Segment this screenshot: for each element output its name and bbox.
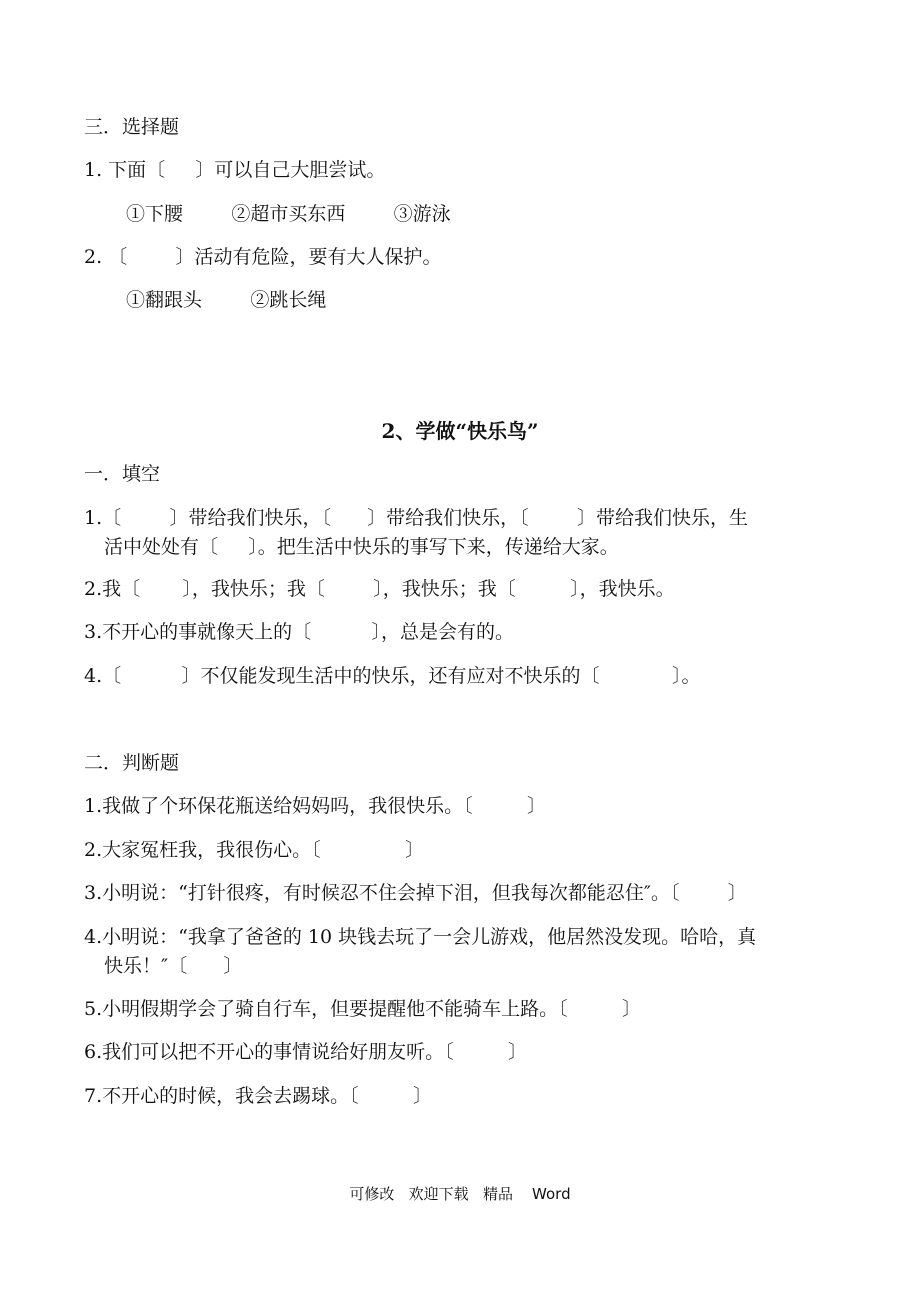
section-heading-choice: 三．选择题 <box>84 116 180 138</box>
judge-question-7: 7.不开心的时候，我会去踢球。〔 〕 <box>84 1085 432 1107</box>
judge-question-6: 6.我们可以把不开心的事情说给好朋友听。〔 〕 <box>84 1041 527 1063</box>
fill-question-1: 1.〔 〕带给我们快乐，〔 〕带给我们快乐，〔 〕带给我们快乐，生 <box>84 507 748 529</box>
lesson-title: 2、学做“快乐鸟” <box>381 419 539 443</box>
choice-question-2: 2. 〔 〕活动有危险，要有大人保护。 <box>84 246 442 268</box>
choice-question-2-options: ①翻跟头 ②跳长绳 <box>126 289 327 311</box>
fill-question-4: 4.〔 〕不仅能发现生活中的快乐，还有应对不快乐的〔 〕。 <box>84 665 701 687</box>
page-footer: 可修改 欢迎下载 精品 Word <box>349 1185 571 1203</box>
judge-question-4-continued: 快乐！″〔 〕 <box>104 955 243 977</box>
fill-question-3: 3.不开心的事就像天上的〔 〕，总是会有的。 <box>84 621 515 643</box>
judge-question-4: 4.小明说：“我拿了爸爸的 10 块钱去玩了一会儿游戏，他居然没发现。哈哈，真 <box>84 926 757 948</box>
choice-question-1-options: ①下腰 ②超市买东西 ③游泳 <box>126 203 451 225</box>
fill-question-1-continued: 活中处处有〔 〕。把生活中快乐的事写下来，传递给大家。 <box>104 536 619 558</box>
judge-question-2: 2.大家冤枉我，我很伤心。〔 〕 <box>84 839 425 861</box>
section-heading-fill: 一．填空 <box>84 463 161 485</box>
section-heading-judge: 二．判断题 <box>84 752 180 774</box>
judge-question-1: 1.我做了个环保花瓶送给妈妈吗，我很快乐。〔 〕 <box>84 795 546 817</box>
fill-question-2: 2.我〔 〕，我快乐；我〔 〕，我快乐；我〔 〕，我快乐。 <box>84 578 675 600</box>
judge-question-5: 5.小明假期学会了骑自行车，但要提醒他不能骑车上路。〔 〕 <box>84 998 641 1020</box>
judge-question-3: 3.小明说：“打针很疼，有时候忍不住会掉下泪，但我每次都能忍住″。〔 〕 <box>84 882 747 904</box>
choice-question-1: 1. 下面〔 〕可以自己大胆尝试。 <box>84 159 386 181</box>
